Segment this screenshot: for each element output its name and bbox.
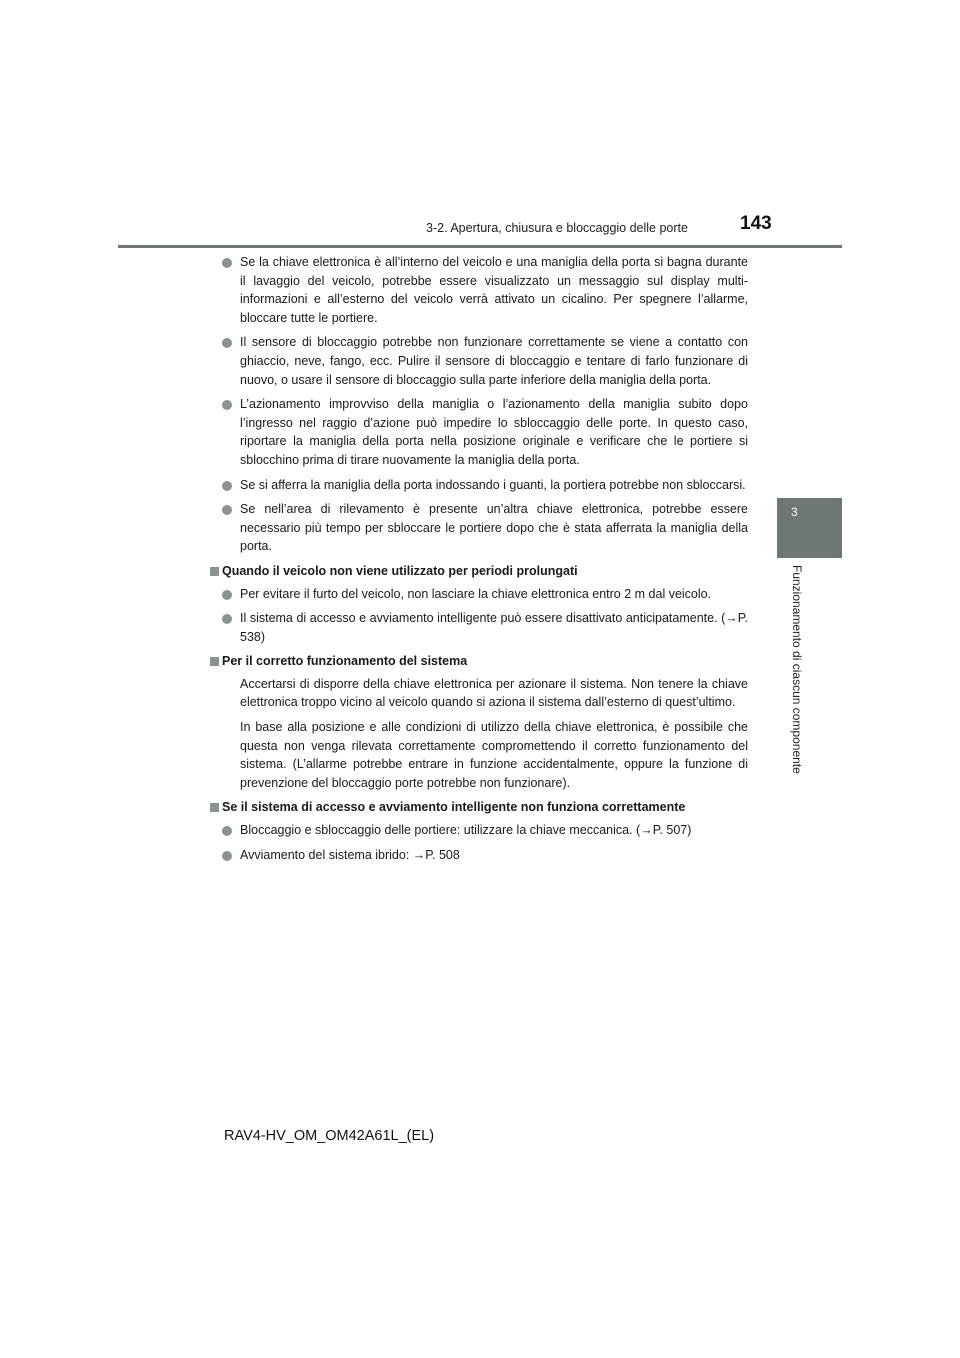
- list-item: Per evitare il furto del veicolo, non lasciare la chiave elettronica entro 2 m dal veicolo.: [222, 585, 748, 604]
- list-item: Avviamento del sistema ibrido: →P. 508: [222, 846, 748, 865]
- paragraph: Accertarsi di disporre della chiave elettronica per azionare il sistema. Non tenere la chiave elettronica troppo vicino al veicolo quando si aziona il sistema dall’esterno di quest’ultimo.: [240, 676, 748, 710]
- list-item: Se la chiave elettronica è all’interno del veicolo e una maniglia della porta si bagna durante il lavaggio del veicolo, potrebbe essere visualizzato un messaggio sul display multi-informazioni e all’esterno del veicolo verrà attivato un cicalino. Per spegnere l’allarme, bloccare tutte le portiere.: [222, 253, 748, 327]
- section-title: 3-2. Apertura, chiusura e bloccaggio delle porte: [426, 221, 688, 235]
- chapter-label: Funzionamento di ciascun componente: [790, 565, 804, 774]
- chapter-number: 3: [791, 505, 798, 519]
- bullet-icon: [222, 826, 232, 836]
- bullet-icon: [222, 258, 232, 268]
- section-heading: Per il corretto funzionamento del sistema: [210, 652, 748, 671]
- bullet-icon: [222, 505, 232, 515]
- square-bullet-icon: [210, 803, 219, 812]
- bullet-icon: [222, 338, 232, 348]
- bullet-icon: [222, 851, 232, 861]
- bullet-icon: [222, 614, 232, 624]
- list-item: Bloccaggio e sbloccaggio delle portiere: utilizzare la chiave meccanica. (→P. 507): [222, 821, 748, 840]
- list-item: Se nell’area di rilevamento è presente un’altra chiave elettronica, potrebbe essere necessario più tempo per sbloccare le portiere dopo che è stata afferrata la maniglia della porta.: [222, 500, 748, 556]
- page-content: [222, 253, 748, 870]
- section-heading: Se il sistema di accesso e avviamento intelligente non funziona correttamente: [210, 798, 748, 817]
- page-number: 143: [740, 213, 772, 234]
- chapter-tab: [777, 498, 842, 558]
- bullet-icon: [222, 590, 232, 600]
- document-code: RAV4-HV_OM_OM42A61L_(EL): [224, 1128, 435, 1144]
- header-divider: [118, 245, 842, 248]
- list-item: Il sistema di accesso e avviamento intelligente può essere disattivato anticipatamente. (→P. 538): [222, 609, 748, 646]
- bullet-icon: [222, 481, 232, 491]
- square-bullet-icon: [210, 657, 219, 666]
- paragraph: In base alla posizione e alle condizioni di utilizzo della chiave elettronica, è possibile che questa non venga rilevata correttamente compromettendo il corretto funzionamento del sistema. (L’allarme potrebbe entrare in funzione accidentalmente, oppure la funzione di prevenzione del bloccaggio porte potrebbe non funzionare).: [240, 720, 748, 790]
- square-bullet-icon: [210, 567, 219, 576]
- list-item: L’azionamento improvviso della maniglia o l’azionamento della maniglia subito dopo l’ingresso nel raggio d’azione può impedire lo sbloccaggio delle porte. In questo caso, riportare la maniglia della porta nella posizione originale e verificare che le portiere si sblocchino prima di tirare nuovamente la maniglia della porta.: [222, 395, 748, 469]
- list-item: Se si afferra la maniglia della porta indossando i guanti, la portiera potrebbe non sbloccarsi.: [222, 476, 748, 495]
- section-heading: Quando il veicolo non viene utilizzato per periodi prolungati: [210, 562, 748, 581]
- list-item: Il sensore di bloccaggio potrebbe non funzionare correttamente se viene a contatto con ghiaccio, neve, fango, ecc. Pulire il sensore di bloccaggio e tentare di farlo funzionare di nuovo, o usare il sensore di bloccaggio sulla parte inferiore della maniglia della porta.: [222, 333, 748, 389]
- bullet-icon: [222, 400, 232, 410]
